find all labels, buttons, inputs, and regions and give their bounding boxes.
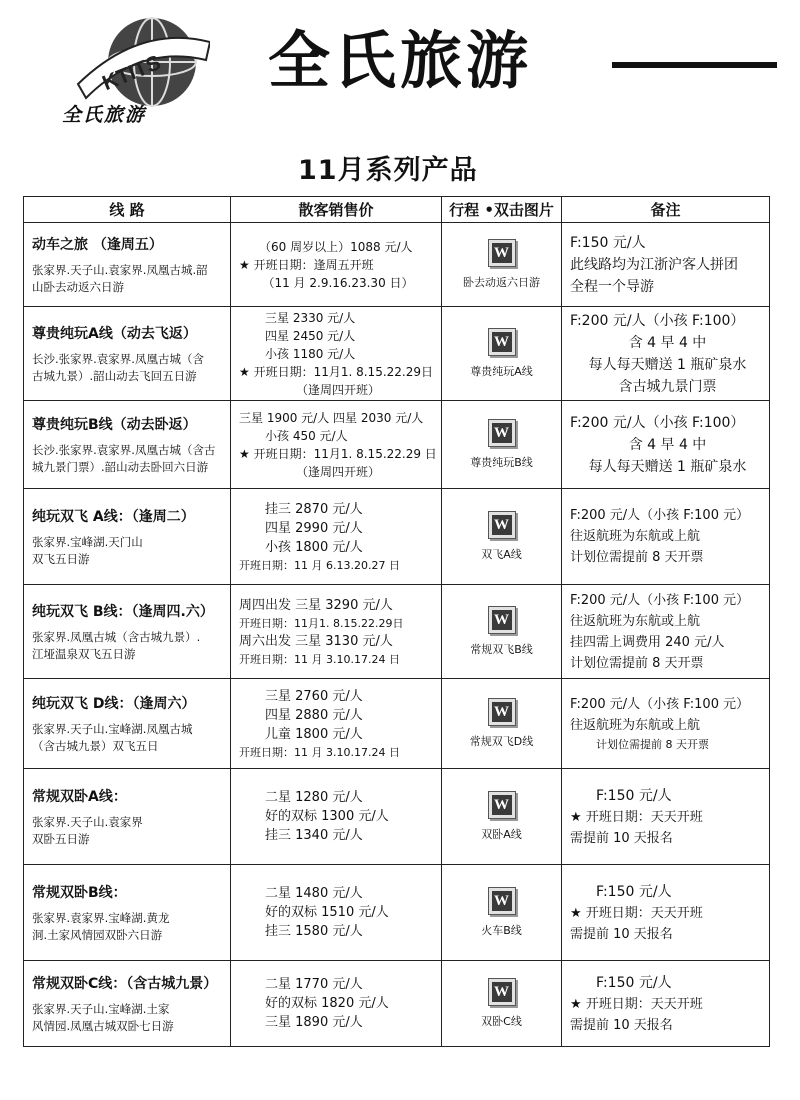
- notes-cell: [562, 489, 770, 585]
- note-line: 需提前 10 天报名: [570, 830, 673, 846]
- price-line: 开班日期：11月1. 8.15.22.29日: [239, 616, 404, 630]
- word-doc-icon[interactable]: [488, 328, 516, 356]
- route-desc-line: 双卧五日游: [32, 831, 90, 846]
- word-doc-icon[interactable]: [488, 978, 516, 1006]
- route-desc-line: 双飞五日游: [32, 551, 90, 566]
- route-desc-line: 江垭温泉双飞五日游: [32, 646, 136, 661]
- itinerary-cell[interactable]: [442, 865, 562, 961]
- itinerary-link[interactable]: 尊贵纯玩B线: [470, 456, 533, 469]
- note-line: ★ 开班日期：天天开班: [570, 996, 703, 1012]
- price-line: ★ 开班日期：11月1. 8.15.22.29日: [239, 364, 433, 379]
- table-row: [24, 769, 770, 865]
- price-line: 四星 2880 元/人: [265, 707, 363, 723]
- word-doc-glyph: W: [492, 795, 512, 815]
- price-line: 小孩 1800 元/人: [265, 539, 363, 555]
- word-doc-glyph: W: [492, 702, 512, 722]
- route-cell: [24, 401, 231, 489]
- price-line: 小孩 1180 元/人: [265, 346, 356, 361]
- header-notes: 备注: [562, 197, 770, 223]
- table-row: [24, 679, 770, 769]
- price-cell: [231, 307, 442, 401]
- note-line: 含古城九景门票: [618, 378, 717, 395]
- price-cell: [231, 961, 442, 1047]
- price-cell: [231, 489, 442, 585]
- route-desc-line: 山卧去动返六日游: [32, 279, 124, 294]
- price-line: 挂三 2870 元/人: [265, 501, 363, 517]
- price-line: 好的双标 1510 元/人: [265, 905, 389, 920]
- itinerary-link[interactable]: 卧去动返六日游: [463, 276, 540, 289]
- route-cell: [24, 307, 231, 401]
- itinerary-link[interactable]: 双飞A线: [481, 548, 522, 561]
- price-line: 开班日期：11 月 6.13.20.27 日: [239, 558, 400, 572]
- itinerary-cell[interactable]: [442, 489, 562, 585]
- route-cell: [24, 769, 231, 865]
- itinerary-cell[interactable]: [442, 961, 562, 1047]
- route-desc-line: 张家界.宝峰湖.天门山: [32, 534, 143, 549]
- table-row: [24, 865, 770, 961]
- route-name: 尊贵纯玩B线（动去卧返）: [32, 416, 197, 433]
- note-line: F:150 元/人: [596, 883, 672, 900]
- notes-cell: [562, 961, 770, 1047]
- word-doc-icon[interactable]: [488, 419, 516, 447]
- header-route: 线 路: [24, 197, 231, 223]
- price-line: 小孩 450 元/人: [265, 428, 348, 443]
- itinerary-cell[interactable]: [442, 585, 562, 679]
- route-desc: [32, 442, 224, 476]
- word-doc-icon[interactable]: [488, 511, 516, 539]
- notes-cell: [562, 223, 770, 307]
- itinerary-link[interactable]: 尊贵纯玩A线: [470, 365, 533, 378]
- header-itinerary: 行程 •双击图片: [442, 197, 562, 223]
- note-line: F:150 元/人: [570, 234, 646, 251]
- itinerary-cell[interactable]: [442, 401, 562, 489]
- price-line: （60 周岁以上）1088 元/人: [259, 239, 413, 254]
- note-line: F:150 元/人: [596, 787, 672, 804]
- note-line: F:200 元/人（小孩 F:100 元）: [570, 696, 750, 712]
- route-cell: [24, 679, 231, 769]
- route-desc: [32, 721, 224, 755]
- note-line: 需提前 10 天报名: [570, 926, 673, 942]
- itinerary-cell[interactable]: [442, 769, 562, 865]
- note-line: 计划位需提前 8 天开票: [570, 550, 704, 565]
- price-cell: [231, 865, 442, 961]
- itinerary-link[interactable]: 双卧A线: [481, 828, 522, 841]
- note-line: F:150 元/人: [596, 974, 672, 991]
- route-desc-line: 城九景门票）.韶山动去卧回六日游: [32, 459, 209, 474]
- route-desc-line: 张家界.袁家界.宝峰湖.黄龙: [32, 910, 170, 925]
- itinerary-cell[interactable]: [442, 679, 562, 769]
- price-line: 开班日期：11 月 3.10.17.24 日: [239, 652, 400, 666]
- word-doc-icon[interactable]: [488, 791, 516, 819]
- route-desc: [32, 262, 224, 296]
- note-line: F:200 元/人（小孩 F:100）: [570, 312, 745, 329]
- word-doc-icon[interactable]: [488, 887, 516, 915]
- note-line: ★ 开班日期：天天开班: [570, 905, 703, 921]
- price-line: 二星 1280 元/人: [265, 790, 363, 805]
- price-line: 周四出发 三星 3290 元/人: [239, 597, 393, 613]
- price-cell: [231, 585, 442, 679]
- route-desc-line: 张家界.天子山.宝峰湖.凤凰古城: [32, 721, 193, 736]
- price-line: ★ 开班日期：11月1. 8.15.22.29 日: [239, 446, 437, 461]
- itinerary-link[interactable]: 火车B线: [481, 924, 522, 937]
- itinerary-cell[interactable]: [442, 307, 562, 401]
- route-desc-line: 风情园.凤凰古城双卧七日游: [32, 1018, 174, 1033]
- table-row: [24, 401, 770, 489]
- note-line: 往返航班为东航或上航: [570, 529, 701, 544]
- table-row: [24, 585, 770, 679]
- route-name: 纯玩双飞 D线：（逢周六）: [32, 695, 196, 712]
- logo-caption: 全氏旅游: [62, 104, 147, 126]
- note-line: 挂四需上调费用 240 元/人: [570, 634, 725, 650]
- route-name: 动车之旅 （逢周五）: [32, 236, 163, 253]
- price-line: 儿童 1800 元/人: [265, 726, 363, 742]
- table-row: [24, 489, 770, 585]
- table-row: [24, 961, 770, 1047]
- route-cell: [24, 223, 231, 307]
- price-line: 好的双标 1300 元/人: [265, 809, 389, 824]
- note-line: 往返航班为东航或上航: [570, 613, 701, 629]
- notes-cell: [562, 307, 770, 401]
- notes-cell: [562, 585, 770, 679]
- notes-cell: [562, 769, 770, 865]
- word-doc-icon[interactable]: [488, 698, 516, 726]
- price-cell: [231, 769, 442, 865]
- note-line: 需提前 10 天报名: [570, 1017, 673, 1033]
- price-line: 二星 1770 元/人: [265, 977, 363, 992]
- price-line: （11 月 2.9.16.23.30 日）: [262, 275, 414, 290]
- route-name: 常规双卧A线：: [32, 788, 127, 805]
- title-dash: [612, 62, 777, 68]
- note-line: 每人每天赠送 1 瓶矿泉水: [588, 356, 747, 373]
- price-line: 二星 1480 元/人: [265, 886, 363, 901]
- route-cell: [24, 961, 231, 1047]
- word-doc-glyph: W: [492, 423, 512, 443]
- route-desc-line: （含古城九景）双飞五日: [32, 738, 159, 753]
- price-cell: [231, 401, 442, 489]
- route-name: 纯玩双飞 A线：（逢周二）: [32, 508, 195, 525]
- note-line: 含 4 早 4 中: [628, 436, 707, 453]
- notes-cell: [562, 401, 770, 489]
- route-desc-line: 古城九景）.韶山动去飞回五日游: [32, 368, 197, 383]
- price-cell: [231, 679, 442, 769]
- route-desc-line: 张家界.天子山.袁家界.凤凰古城.韶: [32, 262, 208, 277]
- note-line: 每人每天赠送 1 瓶矿泉水: [588, 458, 747, 475]
- note-line: 此线路均为江浙沪客人拼团: [570, 256, 738, 273]
- brand-title: 全氏旅游: [268, 24, 533, 97]
- itinerary-link[interactable]: 双卧C线: [481, 1015, 522, 1028]
- price-line: ★ 开班日期：逢周五开班: [239, 257, 374, 272]
- note-line: 往返航班为东航或上航: [570, 717, 701, 733]
- table-row: [24, 307, 770, 401]
- price-line: 三星 1900 元/人 四星 2030 元/人: [239, 410, 424, 425]
- word-doc-glyph: W: [492, 515, 512, 535]
- note-line: F:200 元/人（小孩 F:100）: [570, 414, 745, 431]
- route-desc: [32, 629, 224, 663]
- price-line: 好的双标 1820 元/人: [265, 996, 389, 1011]
- word-doc-glyph: W: [492, 610, 512, 630]
- table-header-row: [24, 197, 770, 223]
- route-desc-line: 洞.土家风情园双卧六日游: [32, 927, 163, 942]
- notes-cell: [562, 679, 770, 769]
- note-line: 含 4 早 4 中: [628, 334, 707, 351]
- price-line: （逢周四开班）: [295, 382, 380, 397]
- route-cell: [24, 585, 231, 679]
- word-doc-glyph: W: [492, 243, 512, 263]
- route-name: 常规双卧B线：: [32, 884, 127, 901]
- route-desc: [32, 351, 224, 385]
- route-name: 纯玩双飞 B线：（逢周四.六）: [32, 603, 214, 620]
- price-line: 开班日期：11 月 3.10.17.24 日: [239, 745, 400, 759]
- price-line: 挂三 1580 元/人: [265, 924, 363, 939]
- route-desc: [32, 1001, 224, 1035]
- note-line: 计划位需提前 8 天开票: [596, 737, 709, 751]
- route-desc: [32, 910, 224, 944]
- route-desc-line: 长沙.张家界.袁家界.凤凰古城（含: [32, 351, 204, 366]
- price-line: 四星 2450 元/人: [265, 328, 356, 343]
- note-line: F:200 元/人（小孩 F:100 元）: [570, 592, 750, 608]
- table-row: [24, 223, 770, 307]
- note-line: 计划位需提前 8 天开票: [570, 655, 704, 671]
- word-doc-glyph: W: [492, 891, 512, 911]
- route-name: 尊贵纯玩A线（动去飞返）: [32, 325, 197, 342]
- price-line: 挂三 1340 元/人: [265, 828, 363, 843]
- route-name: 常规双卧C线：（含古城九景）: [32, 975, 218, 992]
- note-line: ★ 开班日期：天天开班: [570, 809, 703, 825]
- price-line: 三星 1890 元/人: [265, 1015, 363, 1030]
- itinerary-cell[interactable]: [442, 223, 562, 307]
- price-line: 三星 2330 元/人: [265, 310, 356, 325]
- route-cell: [24, 865, 231, 961]
- word-doc-icon[interactable]: [488, 239, 516, 267]
- note-line: 全程一个导游: [570, 278, 654, 295]
- price-line: 三星 2760 元/人: [265, 688, 363, 704]
- route-desc: [32, 814, 224, 848]
- price-line: 四星 2990 元/人: [265, 520, 363, 536]
- price-line: （逢周四开班）: [295, 464, 380, 479]
- itinerary-link[interactable]: 常规双飞B线: [470, 643, 533, 656]
- route-desc: [32, 534, 224, 568]
- product-table: [23, 196, 770, 1047]
- page-subtitle: 11月系列产品: [298, 155, 478, 186]
- route-cell: [24, 489, 231, 585]
- notes-cell: [562, 865, 770, 961]
- word-doc-icon[interactable]: [488, 606, 516, 634]
- header-price: 散客销售价: [231, 197, 442, 223]
- svg-text:KTITS: KTITS: [99, 51, 165, 96]
- route-desc-line: 长沙.张家界.袁家界.凤凰古城（含古: [32, 442, 216, 457]
- word-doc-glyph: W: [492, 982, 512, 1002]
- price-cell: [231, 223, 442, 307]
- note-line: F:200 元/人（小孩 F:100 元）: [570, 508, 750, 523]
- itinerary-link[interactable]: 常规双飞D线: [469, 735, 534, 748]
- route-desc-line: 张家界.天子山.宝峰湖.土家: [32, 1001, 170, 1016]
- route-desc-line: 张家界.天子山.袁家界: [32, 814, 143, 829]
- price-line: 周六出发 三星 3130 元/人: [239, 633, 393, 649]
- route-desc-line: 张家界.凤凰古城（含古城九景）.: [32, 629, 201, 644]
- word-doc-glyph: W: [492, 332, 512, 352]
